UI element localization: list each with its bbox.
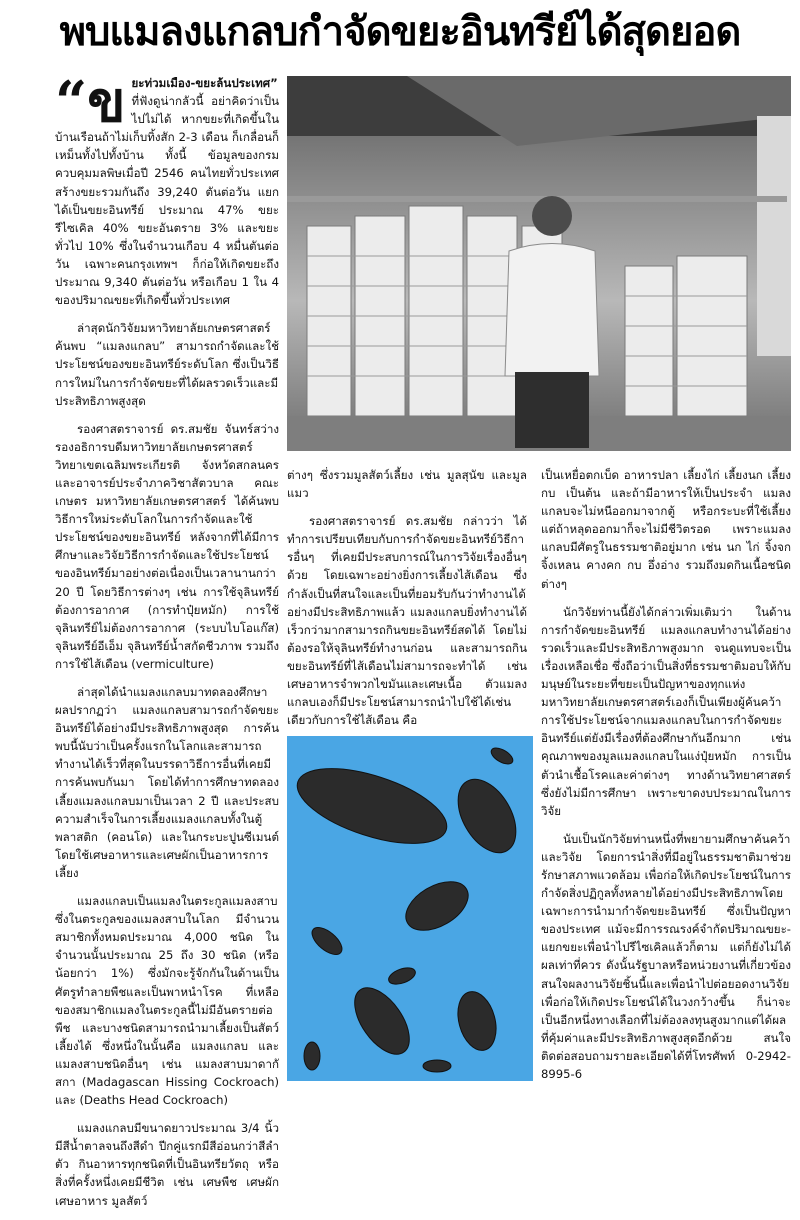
drop-quote: “ข [55,69,126,135]
column-2 [287,466,527,739]
headline: พบแมลงแกลบกำจัดขยะอินทรีย์ได้สุดยอด [59,9,741,55]
lead-text: ที่ฟังดูน่ากลัวนี้ อย่าคิดว่าเป็นไปไม่ได้ หากขยะที่เกิดขึ้นในบ้านเรือนถ้าไม่เก็บทิ้งสัก 2-3 เดือน ก็เกลื่อนก็เหม็นทั้งไปทั้งบ้าน ทั้งนี้ ข้อมูลของกรมควบคุมมลพิษเมื่อปี 2546 คนไทยทั่วประเทศสร้างขยะรวมกันถึง 39,240 ตันต่อวัน แยกได้เป็นขยะอินทรีย์ ประมาณ 47% ขยะรีไซเคิล 40% ขยะอันตราย 3% และขยะทั่วไป 10% ซึ่งในจำนวนเกือบ 4 หมื่นตันต่อวัน เฉพาะคนกรุงเทพฯ ก็ก่อให้เกิดขยะถึงประมาณ 9,340 ตันต่อวัน หรือเกือบ 1 ใน 4 ของปริมาณขยะที่เกิดขึ้นทั่วประเทศ [55,94,279,308]
lead-bold-text: ยะท่วมเมือง-ขยะล้นประเทศ” [131,76,278,90]
cockroach-photo [287,736,533,1081]
column-1-paragraph: ล่าสุดได้นำแมลงแกลบมาทดลองศึกษา ผลปรากฏว่า แมลงแกลบสามารถกำจัดขยะอินทรีย์ได้อย่างมีประสิทธิภาพสูงสุด การค้นพบนี้นับว่าเป็นครั้งแรกในโลกและสามารถทำงานได้เร็วที่สุดในบรรดาวิธีการอื่นที่เคยมีการค้นพบกันมา โดยได้ทำการศึกษาทดลองเลี้ยงแมลงแกลบมาเป็นเวลา 2 ปี และประสบความสำเร็จในการเลี้ยงแมลงแกลบทั้งในตู้พลาสติก (คอนโด) และในกระบะปูนซีเมนต์ โดยใช้เศษอาหารและเศษผักเป็นอาหารการเลี้ยง [55,685,279,880]
column-3-paragraph: นับเป็นนักวิจัยท่านหนึ่งที่พยายามศึกษาค้นคว้าและวิจัย โดยการนำสิ่งที่มีอยู่ในธรรมชาติมาช่วยรักษาสภาพแวดล้อม เพื่อก่อให้เกิดประโยชน์ในการกำจัดสิ่งปฏิกูลทั้งหลายได้อย่างมีประสิทธิภาพโดยเฉพาะการนำมากำจัดขยะอินทรีย์ ซึ่งเป็นปัญหาของประเทศ แม้จะมีการรณรงค์จำกัดปริมาณขยะ-แยกขยะเพื่อนำไปรีไซเคิลแล้วก็ตาม แต่ก็ยังไม่ได้ผลเท่าที่ควร ดังนั้นรัฐบาลหรือหน่วยงานที่เกี่ยวข้องสนใจผลงานวิจัยชิ้นนี้และเพื่อนำไปต่อยอดงานวิจัยเพื่อก่อให้เกิดประโยชน์ได้ในวงกว้างขึ้น ก็น่าจะเป็นอีกหนึ่งทางเลือกที่ไม่ต้องลงทุนสูงมากแต่ได้ผลที่คุ้มค่าและมีประสิทธิภาพสูงสุดอีกด้วย สนใจติดต่อสอบถามรายละเอียดได้ที่โทรศัพท์ 0-2942-8995-6 [541,831,791,1081]
researcher-photo [287,76,791,451]
column-1-paragraph: แมลงแกลบเป็นแมลงในตระกูลแมลงสาบ ซึ่งในตระกูลของแมลงสาบในโลก มีจำนวนสมาชิกทั้งหมดประมาณ 4,000 ชนิด ในจำนวนนั้นประมาณ 25 ถึง 30 ชนิด (หรือน้อยกว่า 1%) ซึ่งมักจะรู้จักกันในด้านเป็นศัตรูทำลายพืชและเป็นพาหนำโรค ที่เหลือของสมาชิกแมลงในตระกูลนี้ไม่มีอันตรายต่อพืช และบางชนิดสามารถนำมาเลี้ยงเป็นสัตว์เลี้ยงได้ ซึ่งหนึ่งในนั้นคือ แมลงแกลบ และแมลงสาบชนิดอื่นๆ เช่น แมลงสาบมาดากัสกา (Madagascan Hissing Cockroach) และ (Deaths Head Cockroach) [55,894,279,1108]
lead-paragraph [55,69,279,309]
column-3 [541,466,791,1093]
column-2-paragraph: ต่างๆ ซึ่งรวมมูลสัตว์เลี้ยง เช่น มูลสุนัข และมูลแมว [287,468,527,501]
column-1-paragraph: ล่าสุดนักวิจัยมหาวิทยาลัยเกษตรศาสตร์ ค้นพบ “แมลงแกลบ” สามารถกำจัดและใช้ประโยชน์ของขยะอินทรีย์ระดับโลก ซึ่งเป็นวิธีการใหม่ในการกำจัดขยะที่ได้ผลรวดเร็วและมีประสิทธิภาพสูงสุด [55,321,279,408]
column-1-paragraph: รองศาสตราจารย์ ดร.สมชัย จันทร์สว่าง รองอธิการบดีมหาวิทยาลัยเกษตรศาสตร์ วิทยาเขตเฉลิมพระเกียรติ จังหวัดสกลนคร และอาจารย์ประจำภาควิชาสัตวบาล คณะเกษตร มหาวิทยาลัยเกษตรศาสตร์ ได้ค้นพบวิธีการใหม่ระดับโลกในการกำจัดและใช้ประโยชน์ของขยะอินทรีย์ หลังจากที่ได้มีการศึกษาและวิจัยวิธีการกำจัดและใช้ประโยชน์ของอินทรีย์มาอย่างต่อเนื่องเป็นเวลานานกว่า 20 ปี โดยวิธีการต่างๆ เช่น การใช้จุลินทรีย์ต้องการอากาศ (การทำปุ๋ยหมัก) การใช้จุลินทรีย์ไม่ต้องการอากาศ (ระบบไบโอแก๊ส) จุลินทรีย์อีเอ็ม จุลินทรีย์น้ำสกัดชีวภาพ รวมถึงการใช้ไส้เดือน (vermiculture) [55,421,279,671]
column-2-paragraph: รองศาสตราจารย์ ดร.สมชัย กล่าวว่า ได้ทำการเปรียบเทียบกับการกำจัดขยะอินทรีย์วิธีการอื่นๆ ที่เคยมีประสบการณ์ในการวิจัยเรื่องอื่นๆ ด้วย โดยเฉพาะอย่างยิ่งการเลี้ยงไส้เดือน ซึ่งกำลังเป็นที่สนใจและเป็นที่ยอมรับกันว่าทำงานได้อย่างมีประสิทธิภาพแล้ว แมลงแกลบยิ่งทำงานได้เร็วกว่ามากสามารถกินขยะอินทรีย์สดได้ โดยไม่ต้องรอให้จุลินทรีย์ทำงานก่อน และสามารถกินขยะอินทรีย์ที่ไส้เดือนไม่สามารถจะทำได้ เช่น เศษอาหารจำพวกไขมันและเศษเนื้อ ตัวแมลงแกลบเองก็มีประโยชน์สามารถนำไปใช้ได้เช่นเดียวกับการใช้ไส้เดือน คือ [287,514,527,728]
researcher-photo-illustration [287,76,791,451]
column-3-paragraph: เป็นเหยื่อตกเบ็ด อาหารปลา เลี้ยงไก่ เลี้ยงนก เลี้ยงกบ เป็นต้น และถ้ามีอาหารให้เป็นประจำ แมลงแกลบจะไม่หนีออกมาจากตู้ หรือกระบะที่ใช้เลี้ยงแต่ถ้าหลุดออกมาก็จะไม่มีชีวิตรอด เพราะแมลงแกลบมีศัตรูในธรรมชาติอยู่มาก เช่น นก ไก่ จิ้งจกจิ้งเหลน คางคก กบ อึ่งอ่าง รวมถึงมดกินเนื้อชนิดต่างๆ [541,468,791,591]
column-1 [55,69,279,1220]
cockroach-illustration [287,736,533,1081]
column-1-paragraph: แมลงแกลบมีขนาดยาวประมาณ 3/4 นิ้ว มีสีน้ำตาลจนถึงสีดำ ปีกคู่แรกมีสีอ่อนกว่าสีลำตัว กินอาหารทุกชนิดที่เป็นอินทรียวัตถุ หรือสิ่งที่ครั้งหนึ่งเคยมีชีวิต เช่น เศษพืช เศษผัก เศษอาหาร มูลสัตว์ [55,1121,279,1208]
column-3-paragraph: นักวิจัยท่านนี้ยังได้กล่าวเพิ่มเติมว่า ในด้านการกำจัดขยะอินทรีย์ แมลงแกลบทำงานได้อย่างรวดเร็วและมีประสิทธิภาพสูงมาก จนดูแทบจะเป็นเรื่องเหลือเชื่อ ซึ่งถือว่าเป็นสิ่งที่ธรรมชาติมอบให้กับมนุษย์ในระยะที่ขยะเป็นปัญหาของทุกแห่ง มหาวิทยาลัยเกษตรศาสตร์เองก็เป็นเพียงผู้ค้นคว้าการใช้ประโยชน์จากแมลงแกลบในการกำจัดขยะอินทรีย์แต่ยังมีเรื่องที่ต้องศึกษากันอีกมาก เช่น คุณภาพของมูลแมลงแกลบในแง่ปุ๋ยหมัก การเป็นตัวนำเชื้อโรคและค่าต่างๆ ทางด้านวิทยาศาสตร์ ซึ่งยังไม่มีการศึกษา เพราะขาดงบประมาณในการวิจัย [541,604,791,818]
